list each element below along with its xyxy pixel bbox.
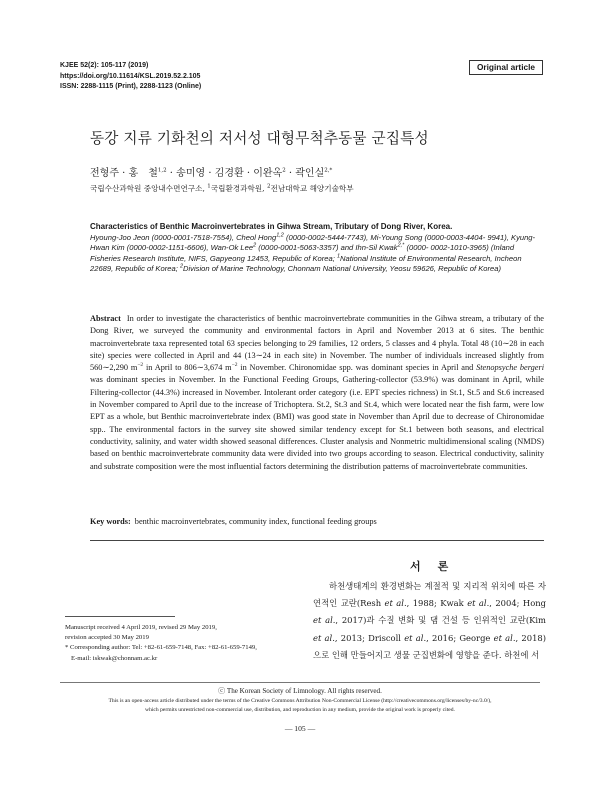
korean-author-name: 전형주: [90, 168, 119, 179]
affiliation-sup-2: 2: [266, 183, 271, 190]
author-text: National Institute: [340, 253, 397, 263]
species-name: Stenopsyche bergeri: [476, 363, 545, 373]
abstract-text: was dominant species in November. In the Functional Feeding Groups, Gathering-collector (53.9%) was dominant in April, while Filtering-collector (44.3%) increased in November. Intolerant order category (i.e. EPT species richness) in St.1, St.5 and St.6 increased in November compared to April due to the increase of Trichoptera. St.2, St.3 and St.4, which were located near the fish farm, were low EPT as a whole, but Benthic macroinvertebrate index (BMI) was good state in November than April due to decrease of Chironomidae spp.. The environmental factors in the survey site showed similar tendency except for St.1 between both seasons, and electrical conductivity, salinity, and water width showed seasonal differences. Cluster analysis and Nonmetric multidimensional scaling (NMDS) based on benthic macroinvertebrate community data were divided into two groups according to season. Electrical conductivity, salinity and substrate composition were the most influential factors determining the distribution patterns of macroinvertebrate communities.: [90, 375, 544, 471]
keywords: [90, 517, 544, 526]
korean-author-sup: 1,2: [157, 167, 167, 174]
author-sup: 2: [253, 242, 257, 249]
korean-author-name: 송미영: [176, 168, 206, 179]
korean-title: 동강 지류 기화천의 저서성 대형무척추동물 군집특성: [90, 130, 429, 147]
keywords-text: benthic macroinvertebrates, community index, functional feeding groups: [134, 517, 377, 526]
abstract: [90, 313, 544, 473]
footnote-divider: [65, 616, 175, 617]
abstract-sup: −2: [231, 362, 238, 369]
intro-text: ., 2013; Driscoll: [332, 632, 405, 643]
intro-text: ., 2004; Hong: [486, 598, 547, 609]
intro-etal: et al: [467, 598, 487, 609]
journal-metadata: [60, 61, 201, 93]
affiliation-sup-1: 1: [207, 183, 211, 190]
journal-citation: KJEE 52(2): 105-117 (2019): [60, 62, 149, 69]
issn: ISSN: 2288-1115 (Print), 2288-1123 (Online): [60, 83, 202, 91]
affiliation-3: 전남대학교 해양기술학부: [270, 184, 354, 193]
english-authors: [90, 233, 542, 275]
english-title: Characteristics of Benthic Macroinvertebrates in Gihwa Stream, Tributary of Dong River, Korea.: [90, 222, 453, 231]
intro-body: [313, 578, 546, 664]
intro-etal: et al: [313, 632, 333, 643]
intro-etal: et al: [384, 598, 404, 609]
author-separator: ·: [243, 168, 254, 179]
intro-text: ., 2017)과 수질 변화 및 댐 건설 등 인위적인 교란(Kim: [332, 615, 547, 626]
korean-author-name: 이완옥: [253, 168, 283, 179]
abstract-text: in April to 806∼3,674 m: [143, 363, 232, 373]
author-separator: ·: [118, 168, 129, 179]
keywords-label: Key words:: [90, 517, 131, 526]
abstract-text: in November. Chironomidae spp. was dominant species in April and: [237, 363, 477, 373]
author-sup: 2,*: [397, 242, 405, 249]
manuscript-notes: [65, 623, 257, 664]
author-separator: ·: [205, 168, 215, 179]
author-text: Division of Marine Technology, Chonnam National: [183, 264, 351, 274]
received-note: Manuscript received 4 April 2019, revised 29 May 2019,: [65, 624, 217, 631]
intro-etal: et al: [493, 632, 513, 643]
email-note[interactable]: E-mail: iskwak@chonnam.ac.kr: [71, 654, 158, 662]
doi-link[interactable]: https://doi.org/10.11614/KSL.2019.52.2.105: [60, 72, 201, 80]
korean-authors: [90, 164, 332, 179]
intro-text: ., 1988; Kwak: [403, 598, 468, 609]
footer-divider: [60, 682, 540, 683]
author-sup: 1: [336, 253, 341, 260]
abstract-heading: Abstract: [90, 314, 121, 323]
corresponding-author-note: * Corresponding author: Tel: +82-61-659-7148, Fax: +82-61-659-7149,: [65, 644, 257, 652]
author-text: 0002-1010-3965) (Inland Fisheries Research Institute, NIFS, Gapyeong 12453, Republic of Korea;: [90, 243, 515, 263]
affiliation-2: 국립환경과학원,: [210, 184, 265, 193]
abstract-sup: −2: [137, 362, 144, 369]
korean-affiliations: [90, 183, 354, 194]
intro-text: ., 2016; George: [423, 632, 494, 643]
license-line-2: which permits unrestricted non-commercial use, distribution, and reproduction in any medium, provide the original work is properly cited.: [145, 706, 455, 713]
license-line-1: This is an open-access article distributed under the terms of the Creative Commons Attribution Non-Commercial License (http://creativecommons.org/licenses/by-nc/3.0/),: [108, 698, 492, 704]
korean-author-name: 김경환: [214, 168, 244, 179]
author-text: Hyoung-Joo Jeon (0000-0001-7518-7554), Cheol Hong: [90, 232, 277, 242]
accepted-note: revision accepted 30 May 2019: [65, 634, 149, 642]
english-header-block: [90, 222, 542, 275]
korean-author-name: 곽인실: [295, 168, 325, 179]
copyright-notice: ⓒ The Korean Society of Limnology. All rights reserved.: [218, 687, 382, 695]
section-divider: [90, 540, 544, 541]
author-text: University, Yeosu 59626, Republic of Korea): [352, 264, 502, 274]
author-text: (0000-: [406, 243, 429, 253]
intro-text: ., 2018)으로 인해 만들어지고 생물 군집변화에 영향을 준다. 하천에 서: [313, 632, 547, 660]
author-text: (0000-0001-5063-3357) and Ihn-Sil Kwak: [258, 243, 398, 253]
korean-author-sup: 2,*: [324, 167, 333, 174]
intro-etal: et al: [313, 615, 333, 626]
korean-author-name: 홍 철: [128, 168, 158, 179]
license-notice: [60, 697, 540, 714]
author-text: (0000-0002-5444-7743), Mi-Young Song (0000-0003-4404-: [285, 232, 486, 242]
author-sup: 2: [179, 263, 183, 270]
intro-heading: 서론: [410, 560, 466, 573]
page-number: — 105 —: [284, 724, 316, 733]
korean-author-sup: 2: [282, 167, 286, 174]
author-text: of Environmental Research, Incheon 22689, Republic of Korea;: [90, 253, 522, 274]
intro-etal: et al: [404, 632, 424, 643]
affiliation-1: 국립수산과학원 중앙내수면연구소,: [90, 184, 205, 193]
author-separator: ·: [166, 168, 177, 179]
author-text: 9941), Kyung-Hwan Kim (0000-0002-1151-6606), Wan-Ok Lee: [90, 232, 536, 253]
abstract-text: In order to investigate the characteristics of benthic macroinvertebrate communities in the Gihwa stream, a tributary of the Dong River, we surveyed the community and environmental factors in April and November 2013 at 6 sites. The benthic macroinvertebrate taxa represented total 63 species belonging to 29 families, 12 orders, 5 classes and 4 phyla. Total 48 (10∼28 in each site) species were collected in April and 44 (13∼24 in each site) in November. The number of individuals increased slightly from 560∼2,290 m: [90, 314, 544, 373]
author-separator: ·: [285, 168, 296, 179]
intro-text: 하천생태계의 환경변화는 계절적 및 지리적 위치에 따른 자연적인 교란(Resh: [313, 581, 546, 609]
article-type-badge: Original article: [469, 60, 543, 75]
author-sup: 1,2: [276, 232, 284, 239]
